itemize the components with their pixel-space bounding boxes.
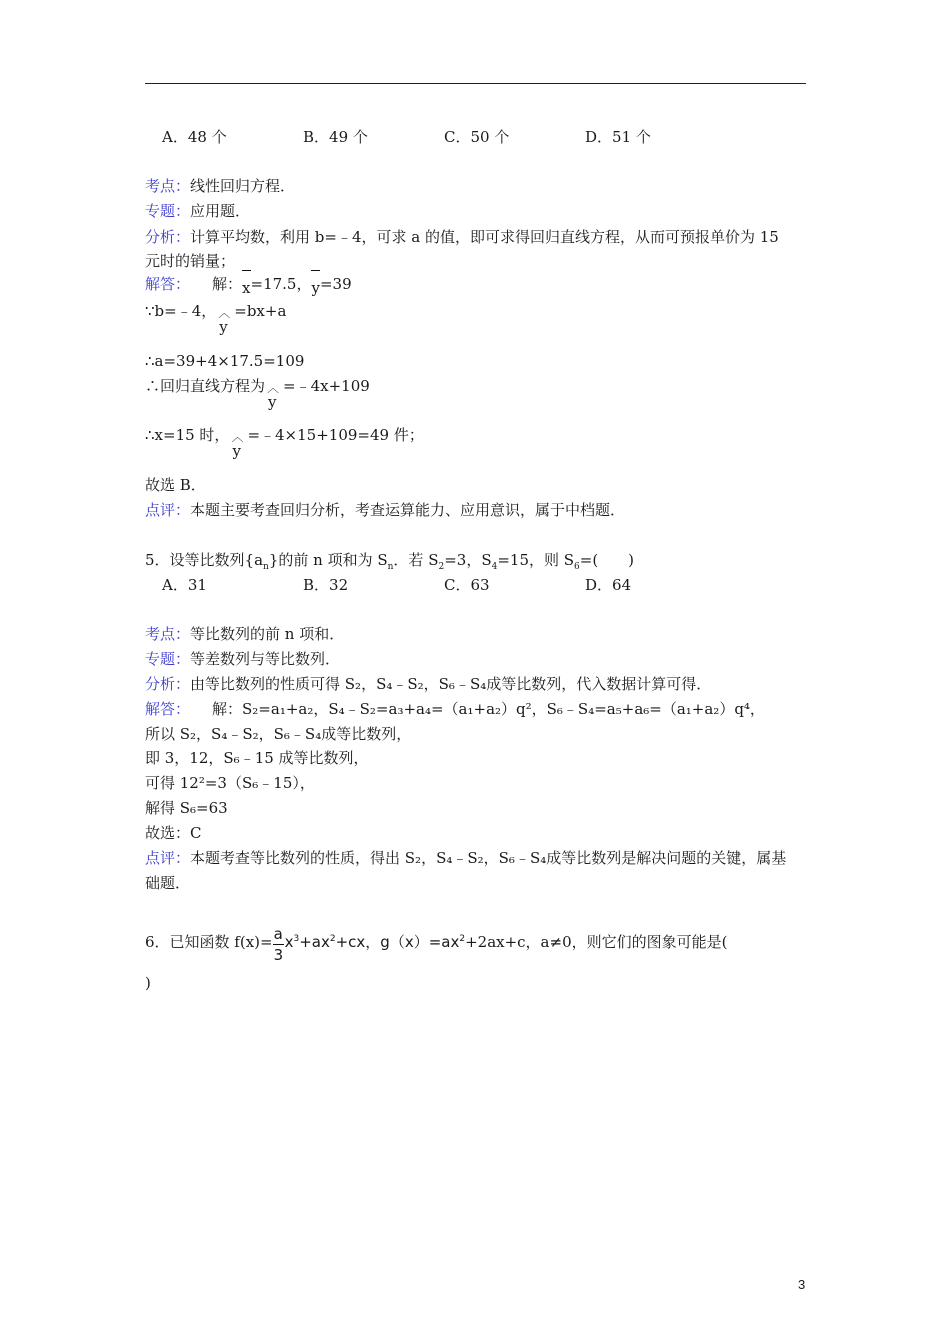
fraction-a-over-3 (273, 925, 285, 964)
q5-dianping (145, 848, 786, 868)
q6-pre: 6．已知函数 f(x)= (145, 933, 273, 951)
zhuanti-text: 应用题． (190, 202, 251, 220)
line-x-pre: ∴x=15 时， (145, 426, 230, 444)
q5-jieda-4: 可得 12²=3（S₆﹣15）， (145, 774, 315, 792)
fenxi-text: 由等比数列的性质可得 S₂，S₄﹣S₂，S₆﹣S₄成等比数列，代入数据计算可得． (190, 675, 712, 693)
line-b-pre: ∵b=﹣4， (145, 302, 217, 320)
q4-option-d: D．51 个 (585, 128, 651, 146)
y-hat (265, 376, 283, 411)
q5-jieda (145, 699, 765, 719)
q5-stem-part: =3，S (444, 551, 492, 569)
q5-option-a: A．31 (162, 576, 207, 594)
fenxi-text: 计算平均数，利用 b=﹣4，可求 a 的值，即可求得回归直线方程，从而可预报单价为 15 (190, 228, 779, 246)
q4-zhuanti (145, 201, 250, 221)
q5-kaodian (145, 624, 344, 644)
dianping-label: 点评： (145, 501, 191, 519)
fenxi-label: 分析： (145, 228, 191, 246)
line-eq-pre: ∴回归直线方程为 (145, 377, 266, 395)
x-bar-value: =17.5， (250, 275, 312, 293)
q5-sub: 2 (438, 562, 445, 572)
hat-cap: ︿ (231, 430, 244, 444)
kaodian-text: 等比数列的前 n 项和． (190, 625, 345, 643)
f-part: +cx，g（x）=ax (335, 933, 460, 951)
q5-stem-part: ．若 S (393, 551, 439, 569)
hat-cap: ︿ (218, 306, 231, 320)
q5-option-c: C．63 (444, 576, 490, 594)
q4-line-a: ∴a=39+4×17.5=109 (145, 352, 305, 370)
y-bar-value: =39 (319, 275, 352, 293)
y-bar (311, 274, 320, 297)
hat-y: y (219, 318, 228, 336)
line-x-post: =﹣4×15+109=49 件； (247, 426, 424, 444)
q4-kaodian (145, 176, 295, 196)
jieda-label: 解答： (145, 700, 191, 718)
jieda-text: 解：S₂=a₁+a₂，S₄﹣S₂=a₃+a₄=（a₁+a₂）q²，S₆﹣S₄=a₅+a₆=（a₁+a₂）q⁴， (212, 700, 765, 718)
q4-jieda (145, 274, 352, 297)
q4-line-x (145, 425, 424, 460)
header-rule (145, 83, 806, 84)
q5-sub: n (263, 562, 269, 572)
page-number: 3 (798, 1277, 806, 1292)
q4-guxuan: 故选 B． (145, 476, 206, 494)
q4-fenxi (145, 227, 779, 247)
q5-option-d: D．64 (585, 576, 632, 594)
hat-y: y (232, 442, 241, 460)
q5-zhuanti (145, 649, 340, 669)
q5-dianping-cont: 础题． (145, 874, 191, 892)
q4-line-b (145, 301, 287, 336)
jieda-pre: 解： (212, 275, 243, 293)
zhuanti-label: 专题： (145, 650, 191, 668)
line-eq-post: =﹣4x+109 (283, 377, 370, 395)
f-sup: 2 (329, 934, 336, 944)
q5-jieda-5: 解得 S₆=63 (145, 799, 228, 817)
kaodian-text: 线性回归方程． (190, 177, 296, 195)
q4-fenxi-cont: 元时的销量； (145, 252, 236, 270)
hat-cap: ︿ (267, 381, 280, 395)
y-hat (229, 425, 247, 460)
q5-sub: n (387, 562, 394, 572)
q6-close: ) (145, 974, 151, 992)
dianping-text: 本题主要考查回归分析，考查运算能力、应用意识，属于中档题． (190, 501, 626, 519)
q4-option-c: C．50 个 (444, 128, 510, 146)
q6-post: +2ax+c，a≠0，则它们的图象可能是( (465, 933, 728, 951)
x-bar-symbol: x (242, 279, 251, 297)
q5-jieda-3: 即 3，12，S₆﹣15 成等比数列， (145, 749, 369, 767)
frac-den: 3 (273, 946, 284, 964)
hat-y: y (268, 393, 277, 411)
q4-line-eq (145, 376, 370, 411)
y-hat (216, 301, 234, 336)
f-sup: 3 (293, 934, 300, 944)
jieda-label: 解答： (145, 275, 191, 293)
q5-option-b: B．32 (303, 576, 349, 594)
zhuanti-text: 等差数列与等比数列． (190, 650, 341, 668)
q5-stem-part: 5．设等比数列{a (145, 551, 264, 569)
q5-stem-part: =15，则 S (497, 551, 575, 569)
q5-stem-part: }的前 n 项和为 S (268, 551, 388, 569)
dianping-text: 本题考查等比数列的性质，得出 S₂，S₄﹣S₂，S₆﹣S₄成等比数列是解决问题的关键，属基 (190, 849, 787, 867)
kaodian-label: 考点： (145, 177, 191, 195)
frac-num: a (273, 925, 283, 943)
f-part: x (284, 933, 294, 951)
fenxi-label: 分析： (145, 675, 191, 693)
q5-jieda-2: 所以 S₂，S₄﹣S₂，S₆﹣S₄成等比数列， (145, 725, 412, 743)
zhuanti-label: 专题： (145, 202, 191, 220)
q5-sub: 4 (491, 562, 498, 572)
q5-guxuan: 故选：C (145, 824, 202, 842)
g-sup: 2 (459, 934, 466, 944)
dianping-label: 点评： (145, 849, 191, 867)
y-bar-symbol: y (311, 279, 320, 297)
q4-dianping (145, 500, 625, 520)
q4-option-b: B．49 个 (303, 128, 368, 146)
kaodian-label: 考点： (145, 625, 191, 643)
q5-stem (145, 550, 634, 570)
q5-stem-part: =( ) (579, 551, 635, 569)
q6-stem (145, 925, 728, 964)
x-bar (242, 274, 251, 297)
line-b-post: =bx+a (234, 302, 287, 320)
f-part: +ax (299, 933, 330, 951)
q4-option-a: A．48 个 (162, 128, 227, 146)
q5-fenxi (145, 674, 711, 694)
q5-sub: 6 (574, 562, 580, 572)
